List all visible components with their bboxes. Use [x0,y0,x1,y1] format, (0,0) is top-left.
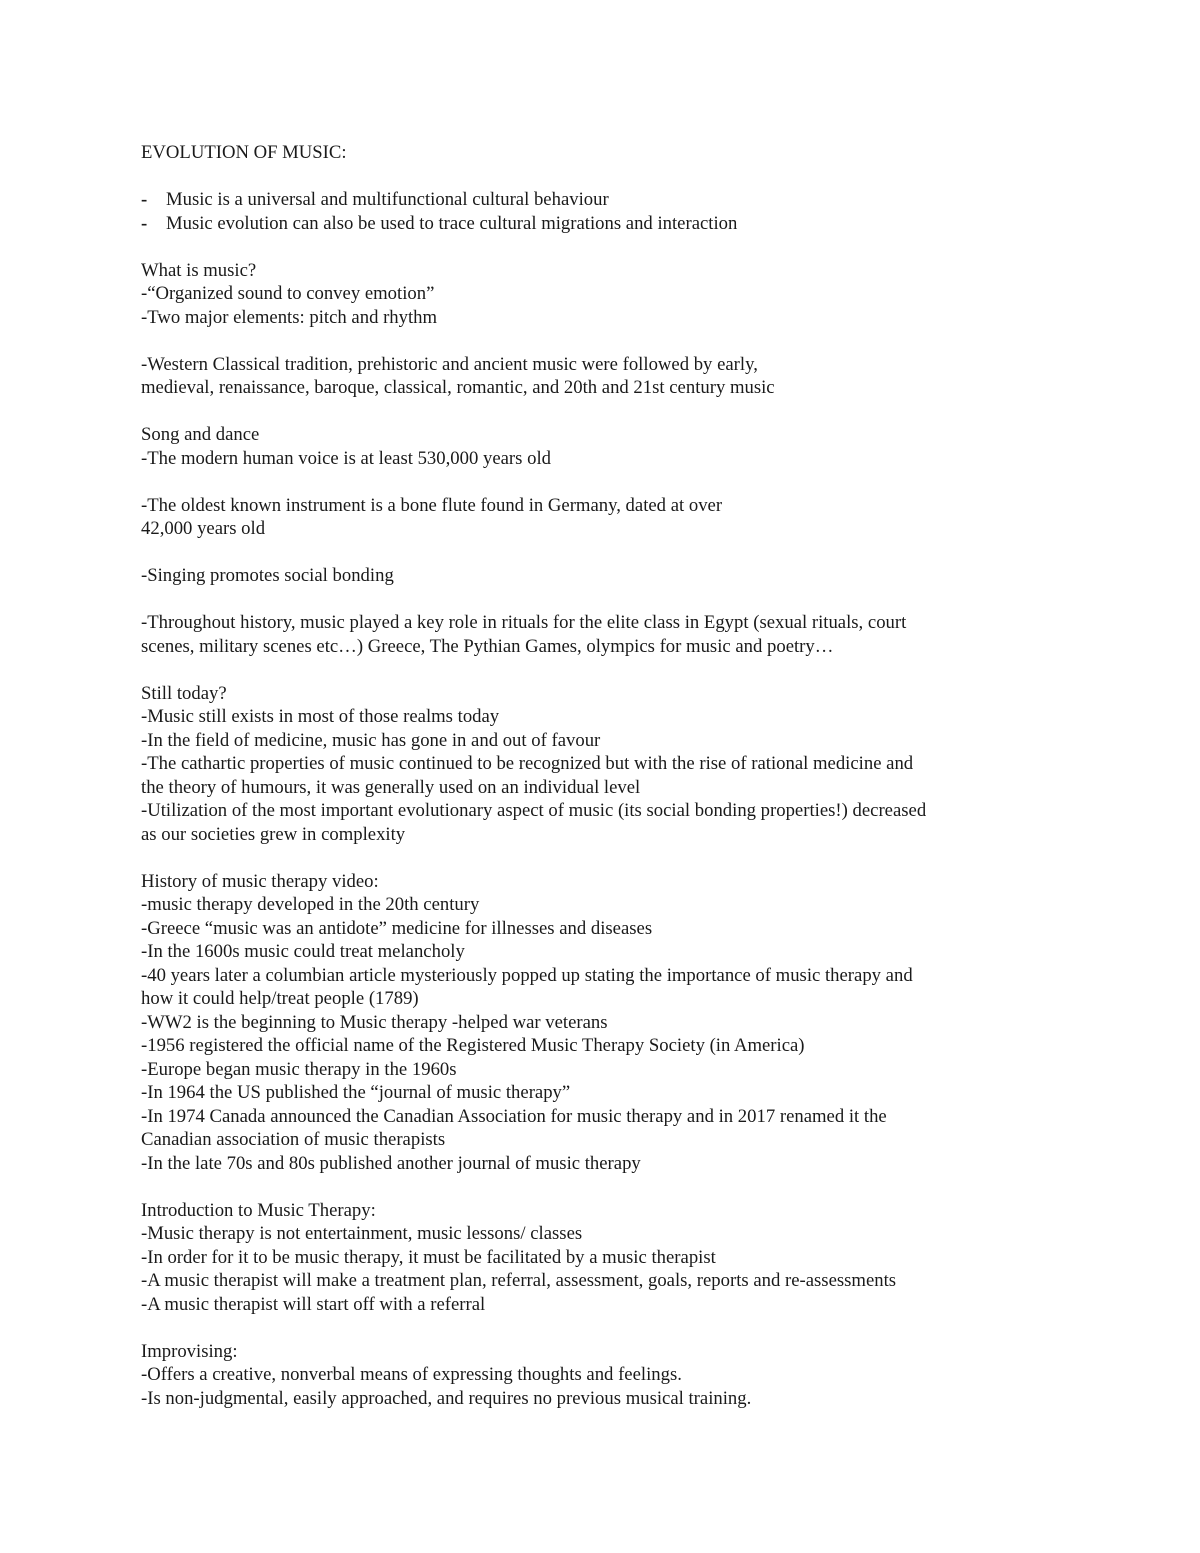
text-line: -A music therapist will make a treatment plan, referral, assessment, goals, reports and re-assessments [141,1270,897,1291]
paragraph [141,353,1071,400]
paragraph [141,682,1071,847]
spacer [141,1175,1071,1199]
text-line: -Singing promotes social bonding [141,565,394,586]
text-line: Introduction to Music Therapy: [141,1199,376,1221]
text-line: -1956 registered the official name of the Registered Music Therapy Society (in America) [141,1035,805,1056]
text-line: -music therapy developed in the 20th century [141,894,480,915]
spacer [141,541,1071,565]
text-line: -A music therapist will start off with a referral [141,1293,486,1315]
bullet-text: Music is a universal and multifunctional cultural behaviour [166,189,609,210]
paragraph [141,494,1071,541]
text-line: -Greece “music was an antidote” medicine for illnesses and diseases [141,917,653,939]
text-line: -Western Classical tradition, prehistoric and ancient music were followed by early, [141,353,758,375]
document-body [141,141,1071,1410]
text-line: -Europe began music therapy in the 1960s [141,1058,457,1080]
text-line: 42,000 years old [141,518,266,539]
text-line: -Utilization of the most important evolutionary aspect of music (its social bonding properties!) decreased [141,800,927,821]
text-line: Song and dance [141,424,260,445]
bullet-marker: - [141,212,148,234]
spacer [141,658,1071,682]
text-line: -40 years later a columbian article mysteriously popped up stating the importance of music therapy and [141,964,913,986]
document-title: EVOLUTION OF MUSIC: [141,142,347,163]
spacer [141,470,1071,494]
text-line: What is music? [141,259,257,281]
bullet-item [141,212,1071,236]
spacer [141,1316,1071,1340]
spacer [141,588,1071,612]
text-line: -Two major elements: pitch and rhythm [141,306,438,328]
bullet-text: Music evolution can also be used to trace cultural migrations and interaction [166,212,738,234]
spacer [141,165,1071,189]
paragraph [141,564,1071,588]
paragraph [141,423,1071,470]
text-line: -In the field of medicine, music has gone in and out of favour [141,729,601,751]
text-line: as our societies grew in complexity [141,823,406,845]
text-line: -In 1974 Canada announced the Canadian Association for music therapy and in 2017 renamed it the [141,1105,887,1127]
paragraph-blocks [141,235,1071,1410]
text-line: Improvising: [141,1340,238,1362]
paragraph [141,611,1071,658]
spacer [141,235,1071,259]
paragraph [141,1340,1071,1411]
paragraph [141,870,1071,1176]
text-line: -The oldest known instrument is a bone flute found in Germany, dated at over [141,494,723,516]
text-line: -Throughout history, music played a key role in rituals for the elite class in Egypt (sexual rituals, court [141,612,907,633]
text-line: -WW2 is the beginning to Music therapy -helped war veterans [141,1011,608,1033]
paragraph [141,1199,1071,1317]
text-line: how it could help/treat people (1789) [141,988,419,1009]
text-line: -Offers a creative, nonverbal means of expressing thoughts and feelings. [141,1364,682,1385]
text-line: -Is non-judgmental, easily approached, and requires no previous musical training. [141,1387,752,1409]
spacer [141,329,1071,353]
text-line: -“Organized sound to convey emotion” [141,283,435,304]
spacer [141,846,1071,870]
text-line: scenes, military scenes etc…) Greece, The Pythian Games, olympics for music and poetry… [141,635,834,657]
text-line: -In 1964 the US published the “journal of music therapy” [141,1082,571,1103]
text-line: -The cathartic properties of music continued to be recognized but with the rise of rational medicine and [141,753,914,774]
text-line: -The modern human voice is at least 530,000 years old [141,447,551,469]
bullet-item [141,188,1071,212]
text-line: Still today? [141,682,227,704]
text-line: History of music therapy video: [141,870,379,892]
paragraph [141,259,1071,330]
text-line: -In order for it to be music therapy, it must be facilitated by a music therapist [141,1246,716,1268]
text-line: medieval, renaissance, baroque, classical, romantic, and 20th and 21st century music [141,377,775,398]
spacer [141,400,1071,424]
bullet-marker: - [141,189,148,210]
text-line: -In the late 70s and 80s published another journal of music therapy [141,1152,641,1174]
text-line: -Music therapy is not entertainment, music lessons/ classes [141,1223,583,1244]
text-line: the theory of humours, it was generally used on an individual level [141,776,641,798]
text-line: -Music still exists in most of those realms today [141,706,500,727]
text-line: Canadian association of music therapists [141,1129,446,1150]
text-line: -In the 1600s music could treat melancholy [141,941,465,962]
